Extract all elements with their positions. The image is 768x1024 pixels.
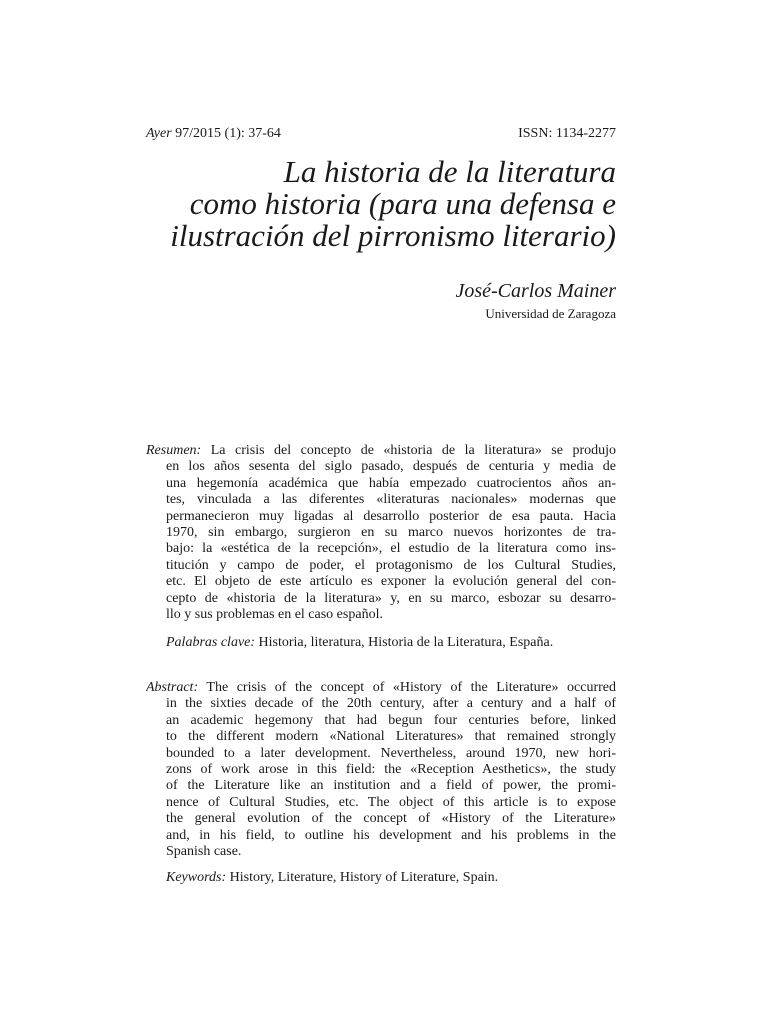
- author-affiliation: Universidad de Zaragoza: [485, 306, 616, 321]
- journal-name: Ayer: [146, 126, 172, 141]
- abstract-line: Spanish case.: [166, 843, 242, 859]
- title-line: como historia (para una defensa e: [189, 186, 616, 221]
- abstract-line: in the sixties decade of the 20th century, after a century and a half of: [166, 696, 616, 712]
- palabras-clave-label: Palabras clave:: [166, 635, 256, 650]
- abstract-line: of the Literature like an institution and a field of power, the promi-: [166, 778, 616, 794]
- resumen-line: titución y campo de poder, el protagonismo de los Cultural Studies,: [166, 557, 616, 573]
- journal-citation: [146, 126, 281, 142]
- abstract-line: [146, 680, 616, 696]
- abstract-text: The crisis of the concept of «History of the Literature» occurred: [198, 680, 616, 695]
- journal-issue: 97/2015 (1): 37-64: [175, 126, 281, 141]
- palabras-clave: [166, 635, 616, 651]
- resumen-line: cepto de «historia de la literatura» y, en su marco, esbozar su desarro-: [166, 590, 616, 606]
- palabras-clave-text: Historia, literatura, Historia de la Literatura, España.: [255, 635, 554, 650]
- resumen-text: La crisis del concepto de «historia de la literatura» se produjo: [201, 443, 616, 458]
- abstract-line: nence of Cultural Studies, etc. The object of this article is to expose: [166, 794, 616, 810]
- abstract-block: [146, 680, 616, 860]
- resumen-line: etc. El objeto de este artículo es exponer la evolución general del con-: [166, 574, 616, 590]
- resumen-line: bajo: la «estética de la recepción», el estudio de la literatura como ins-: [166, 541, 616, 557]
- article-title: [146, 156, 616, 252]
- title-line: ilustración del pirronismo literario): [170, 218, 616, 253]
- abstract-line: to the different modern «National Literatures» that remained strongly: [166, 729, 616, 745]
- abstract-line: bounded to a later development. Nevertheless, around 1970, new hori-: [166, 745, 616, 761]
- abstract-line: zons of work arose in this field: the «Reception Aesthetics», the study: [166, 761, 616, 777]
- resumen-block: [146, 443, 616, 623]
- resumen-line: una hegemonía académica que había empezado cuatrocientos años an-: [166, 475, 616, 491]
- resumen-line: [146, 443, 616, 459]
- issn: ISSN: 1134-2277: [518, 126, 616, 141]
- resumen-line: tes, vinculada a las diferentes «literaturas nacionales» modernas que: [166, 492, 616, 508]
- resumen-line: llo y sus problemas en el caso español.: [166, 606, 383, 622]
- abstract-line: the general evolution of the concept of «History of the Literature»: [166, 811, 616, 827]
- keywords: [166, 870, 616, 886]
- abstract-line: an academic hegemony that had begun four centuries before, linked: [166, 712, 616, 728]
- resumen-line: en los años sesenta del siglo pasado, después de centuria y media de: [166, 459, 616, 475]
- abstract-line: and, in his field, to outline his development and his problems in the: [166, 827, 616, 843]
- resumen-label: Resumen:: [146, 443, 202, 458]
- title-line: La historia de la literatura: [283, 154, 616, 189]
- resumen-line: permanecieron muy ligadas al desarrollo posterior de esa pauta. Hacia: [166, 508, 616, 524]
- running-header: [146, 126, 616, 146]
- keywords-label: Keywords:: [166, 870, 227, 885]
- keywords-text: History, Literature, History of Literature, Spain.: [226, 870, 499, 885]
- resumen-line: 1970, sin embargo, surgieron en su marco nuevos horizontes de tra-: [166, 524, 616, 540]
- abstract-label: Abstract:: [146, 680, 199, 695]
- author-name: José-Carlos Mainer: [455, 280, 616, 302]
